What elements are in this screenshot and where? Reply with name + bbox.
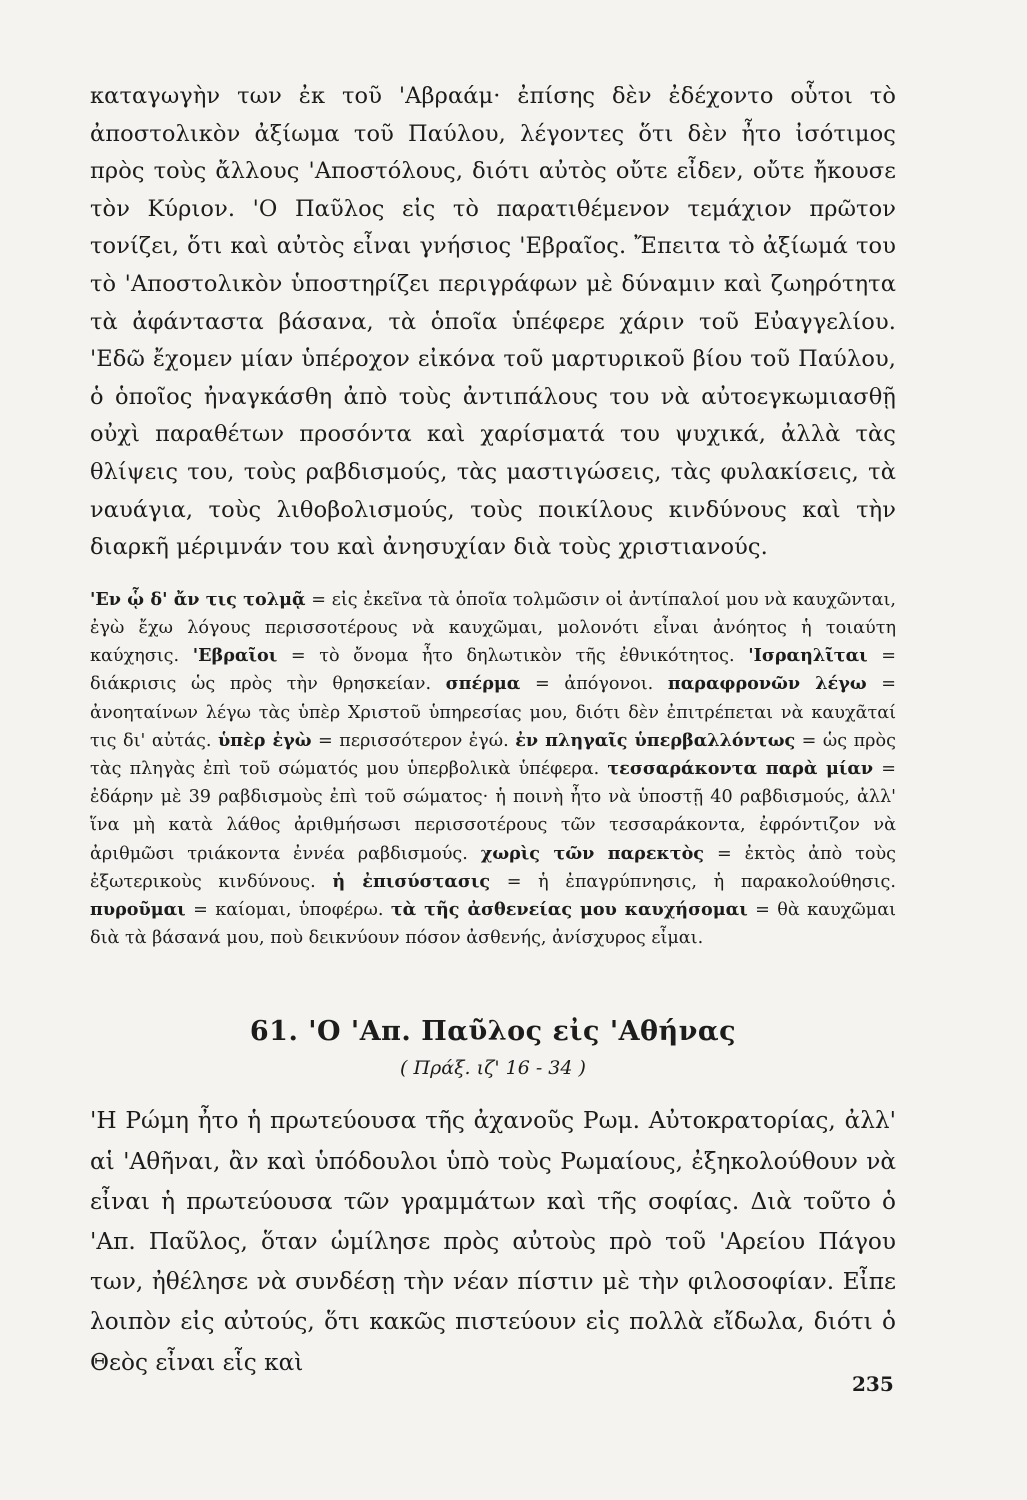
note-definition: = διάκρισις ὡς πρὸς τὴν θρησκείαν.	[90, 646, 896, 695]
note-term: 'Εν ᾧ δ' ἄν τις τολμᾷ	[90, 588, 306, 610]
glossary-notes	[90, 586, 896, 953]
note-definition: = ἡ ἐπαγρύπνησις, ἡ παρακολούθησις.	[490, 871, 896, 892]
note-item	[193, 646, 749, 666]
note-definition: = ὡς πρὸς τὰς πληγὰς ἐπὶ τοῦ σώματός μου ὑπερβολικὰ ὑπέφερα.	[90, 730, 896, 779]
note-term: ὑπὲρ ἐγὼ	[217, 729, 312, 751]
intro-paragraph: καταγωγὴν των ἐκ τοῦ 'Αβραάμ· ἐπίσης δὲν ἐδέχοντο οὗτοι τὸ ἀποστολικὸν ἀξίωμα τοῦ Παύλου, λέγοντες ὅτι δὲν ἦτο ἰσότιμος πρὸς τοὺς ἄλλους 'Αποστόλους, διότι αὐτὸς οὔτε εἶδεν, οὔτε ἤκουσε τὸν Κύριον. 'Ο Παῦλος εἰς τὸ παρατιθέμενον τεμάχιον πρῶτον τονίζει, ὅτι καὶ αὐτὸς εἶναι γνήσιος 'Εβραῖος. Ἔπειτα τὸ ἀξίωμά του τὸ 'Αποστολικὸν ὑποστηρίζει περιγράφων μὲ δύναμιν καὶ ζωηρότητα τὰ ἀφάνταστα βάσανα, τὰ ὁποῖα ὑπέφερε χάριν τοῦ Εὐαγγελίου. 'Εδῶ ἔχομεν μίαν ὑπέροχον εἰκόνα τοῦ μαρτυρικοῦ βίου τοῦ Παύλου, ὁ ὁποῖος ἠναγκάσθη ἀπὸ τοὺς ἀντιπάλους του νὰ αὐτοεγκωμιασθῇ οὐχὶ παραθέτων προσόντα καὶ χαρίσματά του ψυχικά, ἀλλὰ τὰς θλίψεις του, τοὺς ραβδισμούς, τὰς μαστιγώσεις, τὰς φυλακίσεις, τὰ ναυάγια, τοὺς λιθοβολισμούς, τοὺς ποικίλους κινδύνους καὶ τὴν διαρκῆ μέριμνάν του καὶ ἀνησυχίαν διὰ τοὺς χριστιανούς.	[90, 83, 896, 561]
note-item	[218, 731, 515, 751]
section-reference: ( Πράξ. ιζ' 16 - 34 )	[400, 1057, 586, 1080]
note-term: σπέρμα	[445, 673, 521, 695]
note-item	[446, 674, 668, 694]
note-term: πυροῦμαι	[90, 898, 186, 920]
note-definition: = καίομαι, ὑποφέρω.	[185, 899, 391, 920]
note-definition: = τὸ ὄνομα ἦτο δηλωτικὸν τῆς ἐθνικότητος.	[277, 646, 749, 667]
note-definition: = θὰ καυχῶμαι διὰ τὰ βάσανά μου, ποὺ δεικνύουν πόσον ἀσθενής, ἀνίσχυρος εἶμαι.	[90, 899, 896, 949]
note-term: ἡ ἐπισύστασις	[332, 870, 491, 892]
note-definition: = ἐδάρην μὲ 39 ραβδισμοὺς ἐπὶ τοῦ σώματος· ἡ ποινὴ ἦτο νὰ ὑποστῇ 40 ραβδισμούς, ἀλλ' ἵνα μὴ κατὰ λάθος ἀριθμήσωσι περισσοτέρους τῶν τεσσαράκοντα, ἐφρόντιζον νὰ ἀριθμῶσι τριάκοντα ἐννέα ραβδισμούς.	[90, 758, 896, 864]
note-term: τεσσαράκοντα παρὰ μίαν	[607, 757, 874, 779]
page-content	[90, 78, 896, 1406]
note-definition: = περισσότερον ἐγώ.	[311, 730, 516, 751]
note-term: 'Ισραηλῖται	[748, 645, 868, 667]
note-term: τὰ τῆς ἀσθενείας μου καυχήσομαι	[390, 898, 748, 920]
note-term: παραφρονῶν λέγω	[667, 673, 867, 695]
section-paragraph: 'Η Ρώμη ἦτο ἡ πρωτεύουσα τῆς ἀχανοῦς Ρωμ. Αὐτοκρατορίας, ἀλλ' αἱ 'Αθῆναι, ἂν καὶ ὑπόδουλοι ὑπὸ τοὺς Ρωμαίους, ἐξηκολούθουν νὰ εἶναι ἡ πρωτεύουσα τῶν γραμμάτων καὶ τῆς σοφίας. Διὰ τοῦτο ὁ 'Απ. Παῦλος, ὅταν ὡμίλησε πρὸς αὐτοὺς πρὸ τοῦ 'Αρείου Πάγου των, ἠθέλησε νὰ συνδέσῃ τὴν νέαν πίστιν μὲ τὴν φιλοσοφίαν. Εἶπε λοιπὸν εἰς αὐτούς, ὅτι κακῶς πιστεύουν εἰς πολλὰ εἴδωλα, διότι ὁ Θεὸς εἶναι εἷς καὶ	[90, 1107, 896, 1376]
note-definition: = ἀπόγονοι.	[520, 674, 668, 695]
note-term: 'Εβραῖοι	[192, 645, 278, 667]
note-term: ἐν πληγαῖς ὑπερβαλλόντως	[515, 729, 796, 751]
note-item	[332, 872, 896, 892]
note-definition: = ἐκτὸς ἀπὸ τοὺς ἐξωτερικοὺς κινδύνους.	[90, 843, 897, 892]
note-definition: = ἀνοηταίνων λέγω τὰς ὑπὲρ Χριστοῦ ὑπηρεσίας μου, διότι δὲν ἐπιτρέπεται νὰ καυχᾶταί τις δι' αὐτάς.	[90, 674, 896, 751]
section-heading: 61. 'Ο 'Απ. Παῦλος εἰς 'Αθήνας	[249, 1016, 737, 1048]
note-term: χωρὶς τῶν παρεκτὸς	[480, 842, 705, 864]
note-item	[90, 900, 391, 920]
page-number: 235	[852, 1372, 894, 1396]
note-definition: = εἰς ἐκεῖνα τὰ ὁποῖα τολμῶσιν οἱ ἀντίπαλοί μου νὰ καυχῶνται, ἐγὼ ἔχω λόγους περισσοτέρους νὰ καυχῶμαι, μολονότι εἶναι ἀνόητος ἡ τοιαύτη καύχησις.	[90, 589, 896, 667]
